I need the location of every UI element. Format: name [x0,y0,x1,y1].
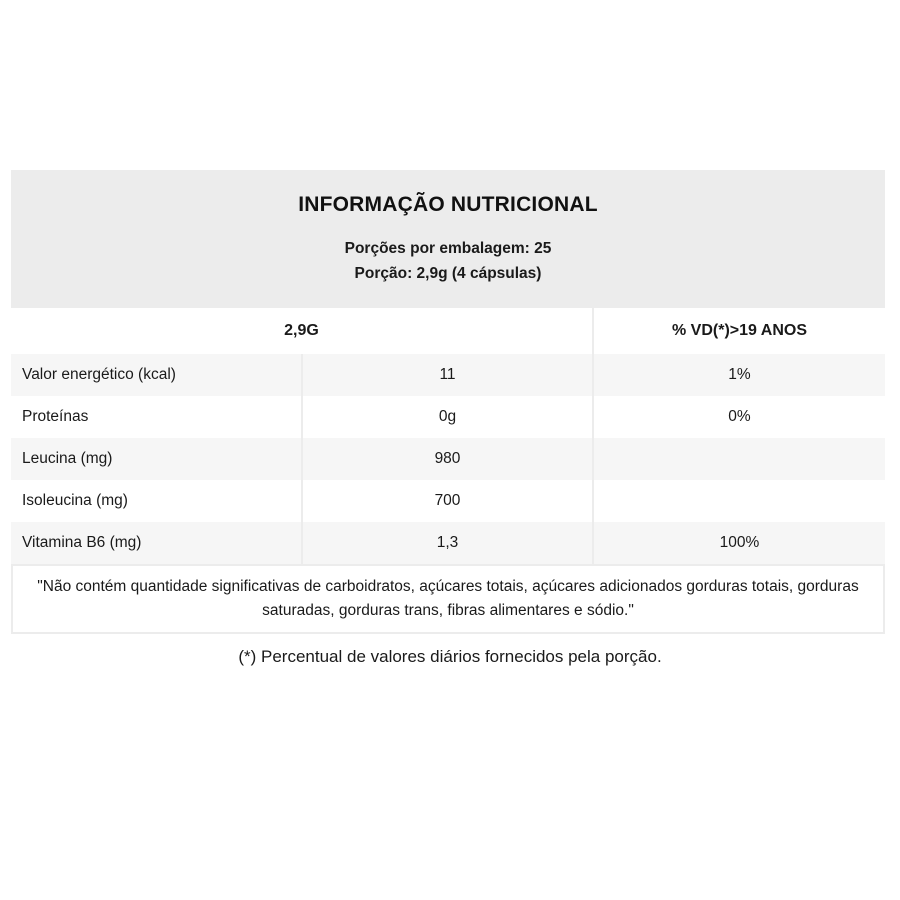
servings-per-package: Porções por embalagem: 25 [344,240,552,257]
table-header-row [11,307,885,354]
table-row [11,396,885,438]
nutrient-daily-value: 100% [593,522,885,564]
nutrient-label: Valor energético (kcal) [11,354,302,396]
nutrient-label: Leucina (mg) [11,438,302,480]
table-row [11,438,885,480]
column-header-daily-value: % VD(*)>19 ANOS [593,307,885,354]
nutrient-label: Isoleucina (mg) [11,480,302,522]
nutrition-disclaimer-note: "Não contém quantidade significativas de carboidratos, açúcares totais, açúcares adicionados gorduras totais, gorduras saturadas, gorduras trans, fibras alimentares e sódio." [11,564,885,634]
nutrient-daily-value [593,480,885,522]
table-row [11,480,885,522]
nutrition-facts-panel [11,170,885,634]
nutrient-daily-value [593,438,885,480]
nutrient-daily-value: 1% [593,354,885,396]
nutrient-daily-value: 0% [593,396,885,438]
nutrition-header [11,170,885,306]
nutrition-title: INFORMAÇÃO NUTRICIONAL [298,193,598,216]
nutrient-label: Vitamina B6 (mg) [11,522,302,564]
nutrient-amount: 980 [302,438,593,480]
nutrient-amount: 11 [302,354,593,396]
column-header-amount: 2,9G [11,307,593,354]
daily-value-footnote: (*) Percentual de valores diários fornecidos pela porção. [238,647,662,666]
nutrition-table [11,306,885,564]
nutrient-amount: 0g [302,396,593,438]
nutrient-amount: 1,3 [302,522,593,564]
nutrient-label: Proteínas [11,396,302,438]
serving-size: Porção: 2,9g (4 cápsulas) [354,265,542,282]
table-row [11,354,885,396]
nutrient-amount: 700 [302,480,593,522]
table-row [11,522,885,564]
